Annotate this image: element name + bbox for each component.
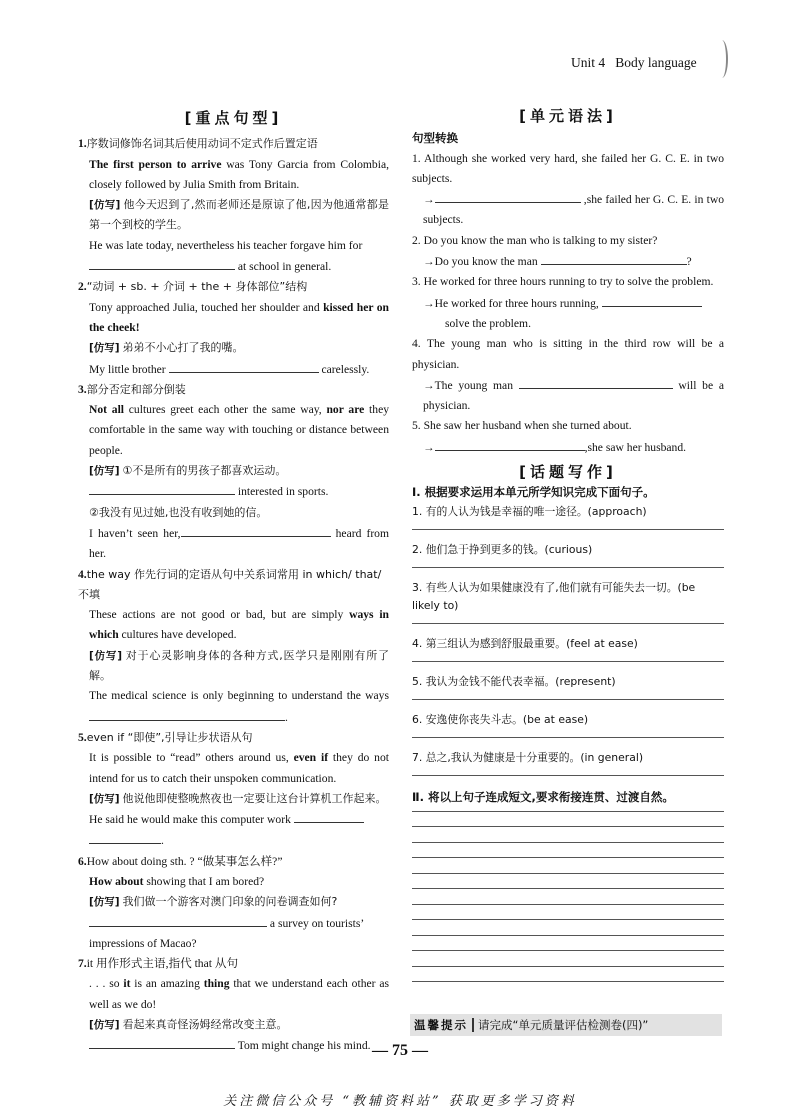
imitation-prompt: [仿写] 看起来真奇怪汤姆经常改变主意。: [89, 1018, 288, 1032]
writing-line[interactable]: [412, 775, 724, 776]
answer-blank[interactable]: [602, 293, 702, 307]
answer-blank[interactable]: [435, 437, 585, 451]
item-heading: 5.even if “即使”,引导让步状语从句: [78, 730, 253, 744]
answer-blank[interactable]: [294, 809, 364, 823]
answer-blank[interactable]: [435, 189, 581, 203]
writing-prompt: 1. 有的人认为钱是幸福的唯一途径。(approach): [412, 504, 647, 518]
grammar-question: 1. Although she worked very hard, she failed her G. C. E. in two subjects.: [412, 151, 724, 185]
grammar-answer: →He worked for three hours running, solve the problem.: [412, 293, 724, 335]
writing-prompt: 3. 有些人认为如果健康没有了,他们就有可能失去一切。(be likely to): [412, 580, 696, 612]
imitation-prompt: [仿写] 对于心灵影响身体的各种方式,医学只是刚刚有所了解。: [89, 648, 390, 683]
grammar-answer: →The young man will be a physician.: [412, 375, 724, 417]
warm-tip-label: 温馨提示: [414, 1018, 468, 1032]
example-sentence: How about showing that I am bored?: [89, 874, 265, 888]
example-sentence: Tony approached Julia, touched her shoulder and kissed her on the cheek!: [89, 300, 389, 334]
writing-prompt: 4. 第三组认为感到舒服最重要。(feel at ease): [412, 636, 638, 650]
key-sentences-column: [78, 108, 389, 1057]
writing-line[interactable]: [412, 737, 724, 738]
item-heading: 6.How about doing sth. ? “做某事怎么样?”: [78, 854, 283, 868]
imitation-prompt: [仿写] ①不是所有的男孩子都喜欢运动。: [89, 464, 287, 478]
writing-line[interactable]: [412, 567, 724, 568]
imitation-answer: My little brother carelessly.: [78, 359, 389, 380]
grammar-question: 5. She saw her husband when she turned about.: [412, 419, 632, 433]
writing-prompt: 7. 总之,我认为健康是十分重要的。(in general): [412, 750, 644, 764]
part-one-instruction: Ⅰ. 根据要求运用本单元所学知识完成下面句子。: [412, 485, 655, 500]
example-sentence: These actions are not good or bad, but are simply ways in which cultures have developed.: [89, 608, 389, 642]
grammar-answer: →Do you know the man ?: [412, 251, 724, 272]
section-title-key-sentences: [重点句型]: [184, 109, 283, 127]
answer-blank[interactable]: [169, 359, 319, 373]
example-sentence: Not all cultures greet each other the same way, nor are they comfortable in the same way with touching or distance between people.: [89, 403, 390, 457]
grammar-answer: → ,she saw her husband.: [412, 437, 724, 458]
imitation-prompt: [仿写] 他今天迟到了,然而老师还是原谅了他,因为他通常都是第一个到校的学生。: [89, 198, 389, 232]
imitation-answer: He said he would make this computer work .: [78, 809, 389, 852]
page-number: — 75 —: [372, 1042, 428, 1059]
essay-lines[interactable]: [412, 811, 724, 983]
imitation-answer: interested in sports.: [78, 481, 389, 502]
sub-title: 句型转换: [412, 131, 458, 146]
item-heading: 1.序数词修饰名词其后使用动词不定式作后置定语: [78, 137, 318, 151]
section-title-topic-writing: [话题写作]: [519, 463, 617, 482]
example-sentence: It is possible to “read” others around us, even if they do not intend for us to catch their unspoken communication.: [89, 751, 389, 785]
writing-line[interactable]: [412, 661, 724, 662]
writing-prompt: 2. 他们急于挣到更多的钱。(curious): [412, 542, 593, 556]
header-bracket-decoration: [716, 40, 728, 78]
item-heading: 3.部分否定和部分倒装: [78, 382, 186, 396]
imitation-answer: Tom might change his mind.: [78, 1035, 389, 1056]
example-sentence: . . . so it is an amazing thing that we understand each other as well as we do!: [89, 977, 389, 1011]
imitation-answer: a survey on tourists’ impressions of Macao?: [78, 913, 389, 955]
example-sentence: The first person to arrive was Tony Garcia from Colombia, closely followed by Julia Smith from Britain.: [89, 157, 389, 191]
running-header: Unit 4 Body language: [571, 55, 697, 70]
writing-line[interactable]: [412, 623, 724, 624]
answer-blank[interactable]: [519, 375, 673, 389]
item-heading: 4.the way 作先行词的定语从句中关系词常用 in which/ that/不填: [78, 567, 382, 601]
grammar-question: 2. Do you know the man who is talking to my sister?: [412, 233, 658, 247]
imitation-prompt: [仿写] 他说他即使整晚熬夜也一定要让这台计算机工作起来。: [89, 791, 387, 805]
imitation-answer: The medical science is only beginning to understand the ways .: [89, 689, 389, 724]
answer-blank[interactable]: [181, 523, 331, 537]
part-two-instruction: Ⅱ. 将以上句子连成短文,要求衔接连贯、过渡自然。: [412, 789, 674, 804]
grammar-writing-column: [412, 106, 724, 997]
answer-blank[interactable]: [89, 913, 267, 927]
grammar-question: 3. He worked for three hours running to try to solve the problem.: [412, 275, 714, 289]
writing-sentences: [412, 503, 724, 776]
imitation-prompt-2: ②我没有见过她,也没有收到她的信。: [89, 505, 268, 519]
writing-prompt: 5. 我认为金钱不能代表幸福。(represent): [412, 674, 616, 688]
warm-tip-bar: [410, 1014, 722, 1036]
grammar-question: 4. The young man who is sitting in the third row will be a physician.: [412, 337, 724, 371]
writing-line[interactable]: [412, 699, 724, 700]
answer-blank[interactable]: [541, 251, 687, 265]
answer-blank[interactable]: [89, 256, 235, 270]
footer-watermark: 关注微信公众号 “教辅资料站” 获取更多学习资料: [223, 1094, 577, 1109]
imitation-answer-2: I haven’t seen her, heard from her.: [78, 523, 389, 565]
section-title-unit-grammar: [单元语法]: [519, 107, 617, 125]
answer-blank[interactable]: [89, 830, 161, 844]
answer-blank[interactable]: [89, 481, 235, 495]
imitation-prompt: [仿写] 弟弟不小心打了我的嘴。: [89, 341, 244, 355]
imitation-answer: He was late today, nevertheless his teacher forgave him for at school in general.: [89, 238, 363, 274]
answer-blank[interactable]: [89, 707, 285, 721]
imitation-prompt: [仿写] 我们做一个游客对澳门印象的问卷调查如何?: [89, 895, 338, 909]
writing-line[interactable]: [412, 529, 724, 530]
warm-tip-text: 请完成“单元质量评估检测卷(四)”: [478, 1018, 649, 1032]
item-heading: 7.it 用作形式主语,指代 that 从句: [78, 957, 239, 971]
writing-prompt: 6. 安逸使你丧失斗志。(be at ease): [412, 712, 589, 726]
grammar-answer: → ,she failed her G. C. E. in two subjects.: [412, 189, 724, 231]
item-heading: 2.“动词 + sb. + 介词 + the + 身体部位”结构: [78, 280, 308, 294]
